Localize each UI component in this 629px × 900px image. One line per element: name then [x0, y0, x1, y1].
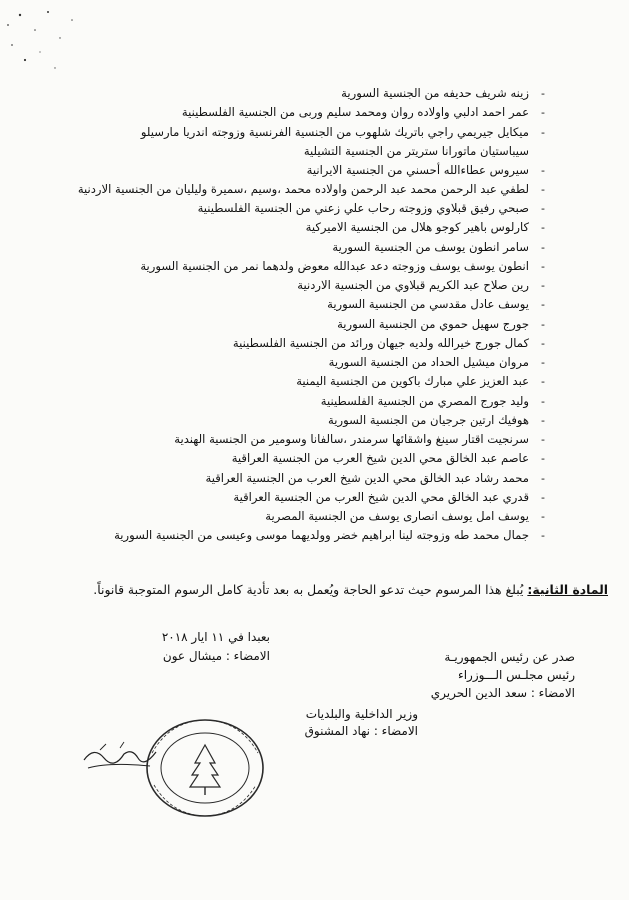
minister-title: وزير الداخلية والبلديات — [305, 707, 418, 721]
list-item — [90, 295, 545, 314]
list-item-text: ميكايل جيريمي راجي باتريك شلهوب من الجنسية الفرنسية وزوجته اندريا مارسيلو سيباستيان ماتورانا ستريتر من الجنسية التشيلية — [140, 124, 529, 158]
list-item — [90, 238, 545, 257]
list-item — [90, 257, 545, 276]
list-item — [90, 218, 545, 237]
article-label: المادة الثانية: — [527, 582, 608, 597]
list-item-text: جورج سهيل حموي من الجنسية السورية — [337, 316, 529, 331]
list-bullet: - — [541, 298, 545, 312]
date-signature-block — [110, 628, 270, 666]
list-item-text: لطفي عبد الرحمن محمد عبد الرحمن واولاده محمد ،وسيم ،سميرة وليليان من الجنسية الاردنية — [77, 181, 529, 196]
list-item-text: هوفيك ارتين جرجيان من الجنسية السورية — [328, 412, 529, 427]
list-item — [90, 161, 545, 180]
interior-minister-block — [270, 706, 418, 740]
names-list — [77, 84, 545, 546]
list-item-text: سيروس عطاءالله أحسني من الجنسية الايرانية — [306, 162, 529, 177]
minister-signature: الامضاء : نهاد المشنوق — [304, 724, 418, 738]
list-item-text: عاصم عبد الخالق محي الدين شيخ العرب من الجنسية العراقية — [231, 451, 529, 466]
list-item-text: رين صلاح عبد الكريم قبلاوي من الجنسية الاردنية — [297, 278, 529, 292]
list-item-text: يوسف امل يوسف انصارى يوسف من الجنسية المصرية — [265, 509, 529, 523]
list-bullet: - — [541, 452, 545, 466]
article-text: يُبلغ هذا المرسوم حيث تدعو الحاجة ويُعمل به بعد تأدية كامل الرسوم المتوجبة قانوناً. — [93, 582, 528, 597]
list-item — [90, 199, 545, 218]
list-item-text: سرنجيت اقتار سينغ واشقائها سرمندر ،سالفانا وسومير من الجنسية الهندية — [174, 432, 529, 446]
article-two — [18, 582, 608, 597]
list-bullet: - — [541, 106, 545, 120]
list-item-text: محمد رشاد عبد الخالق محي الدين شيخ العرب من الجنسية العراقية — [205, 470, 529, 485]
handwritten-signature — [80, 740, 160, 774]
list-item-text: زينه شريف حديفه من الجنسية السورية — [341, 86, 529, 100]
list-item — [90, 449, 545, 468]
list-item-text: مروان ميشيل الحداد من الجنسية السورية — [328, 355, 529, 369]
list-item-text: كمال جورج خيرالله ولديه جيهان ورائد من الجنسية الفلسطينية — [232, 335, 529, 350]
list-bullet: - — [541, 87, 545, 100]
list-bullet: - — [541, 356, 545, 369]
list-item — [90, 526, 545, 545]
list-item — [90, 430, 545, 449]
list-item-text: جمال محمد طه وزوجته لينا ابراهيم خضر وولديهما موسى وعيسى من الجنسية السورية — [114, 528, 529, 543]
list-item — [90, 353, 545, 372]
list-item — [90, 372, 545, 391]
list-item-text: عبد العزيز علي مبارك باكوين من الجنسية اليمنية — [296, 374, 529, 389]
list-bullet: - — [541, 510, 545, 523]
list-item-text: يوسف عادل مقدسي من الجنسية السورية — [327, 297, 529, 312]
list-bullet: - — [541, 279, 545, 292]
list-item — [90, 392, 545, 411]
list-bullet: - — [541, 259, 545, 273]
pm-signature: الامضاء : سعد الدين الحريري — [430, 686, 575, 700]
list-bullet: - — [541, 125, 545, 139]
list-bullet: - — [541, 336, 545, 350]
list-item-text: عمر احمد ادلبي واولاده روان ومحمد سليم وربى من الجنسية الفلسطينية — [181, 105, 529, 120]
list-bullet: - — [541, 163, 545, 177]
list-bullet: - — [541, 413, 545, 427]
list-item — [90, 123, 545, 161]
list-item — [90, 334, 545, 353]
list-bullet: - — [541, 202, 545, 215]
list-bullet: - — [541, 433, 545, 446]
pm-title: رئيس مجلـس الـــوزراء — [458, 668, 575, 682]
prime-minister-block — [405, 648, 575, 702]
list-bullet: - — [541, 182, 545, 196]
list-item-text: صبحي رفيق قبلاوي وزوجته رحاب علي زعني من الجنسية الفلسطينية — [197, 201, 529, 215]
list-item — [90, 507, 545, 526]
list-item — [90, 488, 545, 507]
decree-date: بعبدا في ١١ ايار ٢٠١٨ — [161, 630, 270, 644]
list-item — [90, 469, 545, 488]
list-bullet: - — [541, 471, 545, 485]
list-bullet: - — [541, 529, 545, 543]
president-signature: الامضاء : ميشال عون — [162, 649, 270, 663]
issued-by: صدر عن رئيس الجمهوريـة — [444, 650, 575, 664]
list-item-text: كارلوس باهير كوجو هلال من الجنسية الاميركية — [305, 220, 529, 235]
list-item — [90, 315, 545, 334]
list-bullet: - — [541, 375, 545, 389]
list-item — [90, 103, 545, 122]
list-bullet: - — [541, 490, 545, 504]
list-item-text: قدري عبد الخالق محي الدين شيخ العرب من الجنسية العراقية — [233, 489, 529, 504]
list-bullet: - — [541, 317, 545, 331]
list-item-text: سامر انطون يوسف من الجنسية السورية — [332, 239, 529, 254]
list-item — [90, 276, 545, 295]
list-bullet: - — [541, 394, 545, 408]
list-item — [77, 180, 545, 199]
list-bullet: - — [541, 240, 545, 254]
list-bullet: - — [541, 221, 545, 235]
list-item — [90, 411, 545, 430]
list-item-text: وليد جورج المصري من الجنسية الفلسطينية — [320, 393, 529, 408]
list-item — [90, 84, 545, 103]
list-item-text: انطون يوسف يوسف وزوجته دعد عبدالله معوض ولدهما نمر من الجنسية السورية — [140, 258, 529, 273]
